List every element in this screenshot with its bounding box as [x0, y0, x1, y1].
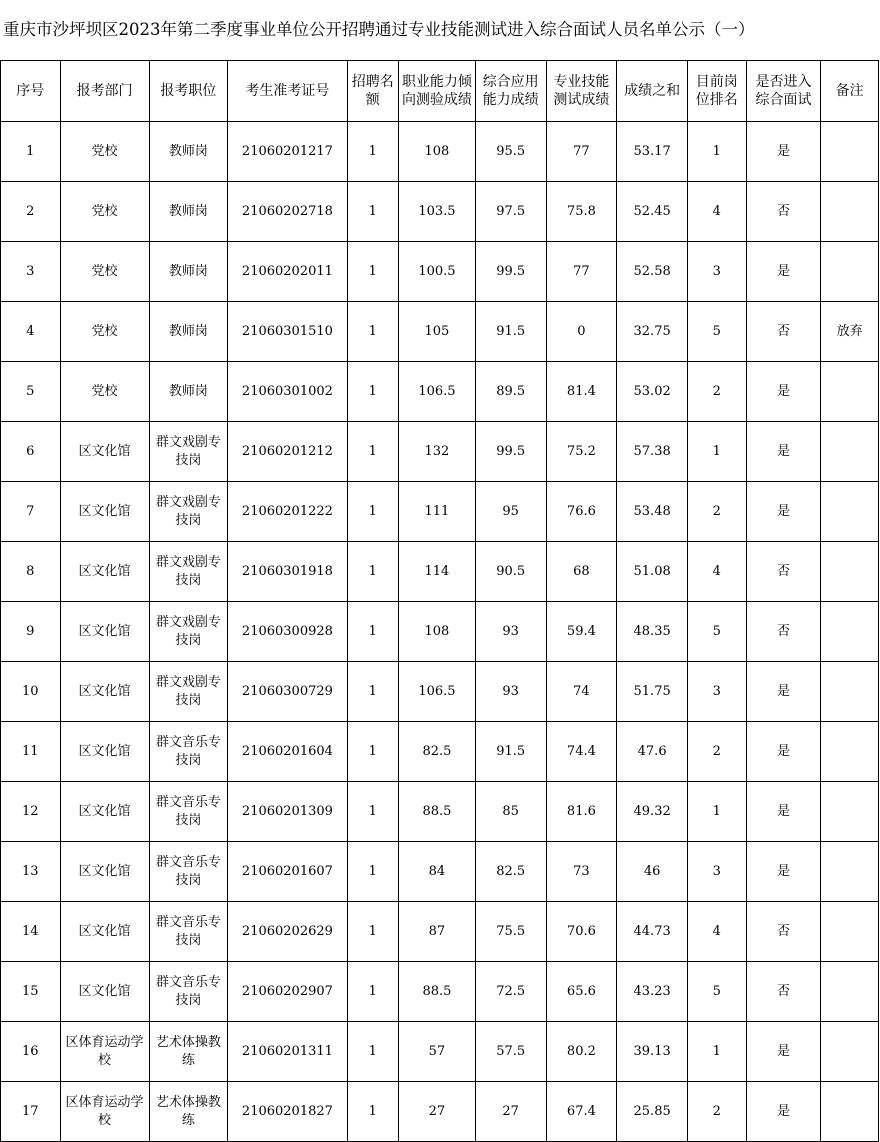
cell-interview: 是 [746, 422, 821, 482]
cell-exam-number: 21060201222 [228, 482, 347, 542]
header-comprehensive-score: 综合应用能力成绩 [475, 61, 546, 122]
cell-position: 群文戏剧专技岗 [149, 422, 228, 482]
cell-total-score: 52.58 [617, 242, 688, 302]
cell-interview: 是 [746, 842, 821, 902]
cell-interview: 否 [746, 962, 821, 1022]
table-row [1, 722, 879, 782]
cell-comprehensive-score: 72.5 [475, 962, 546, 1022]
table-row [1, 362, 879, 422]
cell-skill-score: 81.4 [546, 362, 617, 422]
cell-skill-score: 76.6 [546, 482, 617, 542]
cell-total-score: 46 [617, 842, 688, 902]
header-position: 报考职位 [149, 61, 228, 122]
cell-exam-number: 21060202011 [228, 242, 347, 302]
header-remarks: 备注 [821, 61, 879, 122]
cell-position: 教师岗 [149, 362, 228, 422]
cell-comprehensive-score: 89.5 [475, 362, 546, 422]
cell-quota: 1 [347, 482, 399, 542]
cell-remarks [821, 782, 879, 842]
cell-exam-number: 21060300729 [228, 662, 347, 722]
cell-seq: 10 [1, 662, 61, 722]
cell-comprehensive-score: 57.5 [475, 1022, 546, 1082]
cell-rank: 5 [687, 602, 746, 662]
cell-rank: 2 [687, 482, 746, 542]
cell-aptitude-score: 84 [399, 842, 476, 902]
table-row [1, 242, 879, 302]
cell-skill-score: 70.6 [546, 902, 617, 962]
cell-quota: 1 [347, 362, 399, 422]
cell-skill-score: 65.6 [546, 962, 617, 1022]
cell-aptitude-score: 82.5 [399, 722, 476, 782]
cell-total-score: 53.02 [617, 362, 688, 422]
cell-total-score: 32.75 [617, 302, 688, 362]
cell-position: 艺术体操教练 [149, 1082, 228, 1142]
cell-aptitude-score: 57 [399, 1022, 476, 1082]
cell-total-score: 47.6 [617, 722, 688, 782]
cell-aptitude-score: 100.5 [399, 242, 476, 302]
cell-total-score: 51.08 [617, 542, 688, 602]
cell-aptitude-score: 108 [399, 602, 476, 662]
cell-seq: 12 [1, 782, 61, 842]
cell-total-score: 53.48 [617, 482, 688, 542]
cell-remarks [821, 362, 879, 422]
header-rank: 目前岗位排名 [687, 61, 746, 122]
cell-seq: 2 [1, 182, 61, 242]
cell-quota: 1 [347, 842, 399, 902]
cell-interview: 否 [746, 542, 821, 602]
table-row [1, 122, 879, 182]
cell-interview: 是 [746, 1082, 821, 1142]
cell-quota: 1 [347, 242, 399, 302]
cell-interview: 否 [746, 902, 821, 962]
cell-remarks [821, 1022, 879, 1082]
cell-skill-score: 59.4 [546, 602, 617, 662]
header-seq: 序号 [1, 61, 61, 122]
cell-department: 区文化馆 [60, 602, 149, 662]
cell-rank: 2 [687, 362, 746, 422]
cell-department: 区文化馆 [60, 902, 149, 962]
cell-department: 区文化馆 [60, 662, 149, 722]
cell-rank: 2 [687, 722, 746, 782]
cell-skill-score: 0 [546, 302, 617, 362]
cell-total-score: 51.75 [617, 662, 688, 722]
cell-department: 区文化馆 [60, 482, 149, 542]
cell-remarks [821, 1082, 879, 1142]
cell-skill-score: 81.6 [546, 782, 617, 842]
table-header-row [1, 61, 879, 122]
cell-skill-score: 77 [546, 122, 617, 182]
cell-rank: 4 [687, 902, 746, 962]
cell-comprehensive-score: 95.5 [475, 122, 546, 182]
cell-rank: 4 [687, 182, 746, 242]
cell-interview: 否 [746, 182, 821, 242]
cell-rank: 3 [687, 242, 746, 302]
cell-department: 党校 [60, 242, 149, 302]
cell-quota: 1 [347, 422, 399, 482]
cell-aptitude-score: 108 [399, 122, 476, 182]
table-body [1, 122, 879, 1142]
cell-comprehensive-score: 82.5 [475, 842, 546, 902]
cell-department: 党校 [60, 182, 149, 242]
cell-position: 教师岗 [149, 242, 228, 302]
cell-position: 群文音乐专技岗 [149, 842, 228, 902]
cell-aptitude-score: 114 [399, 542, 476, 602]
cell-exam-number: 21060201311 [228, 1022, 347, 1082]
cell-skill-score: 77 [546, 242, 617, 302]
cell-seq: 4 [1, 302, 61, 362]
cell-department: 党校 [60, 362, 149, 422]
cell-aptitude-score: 88.5 [399, 962, 476, 1022]
cell-seq: 13 [1, 842, 61, 902]
cell-remarks: 放弃 [821, 302, 879, 362]
table-row [1, 542, 879, 602]
table-row [1, 842, 879, 902]
cell-comprehensive-score: 99.5 [475, 242, 546, 302]
cell-remarks [821, 902, 879, 962]
cell-department: 区文化馆 [60, 542, 149, 602]
header-aptitude-score: 职业能力倾向测验成绩 [399, 61, 476, 122]
cell-seq: 15 [1, 962, 61, 1022]
cell-total-score: 49.32 [617, 782, 688, 842]
cell-comprehensive-score: 93 [475, 662, 546, 722]
cell-interview: 否 [746, 302, 821, 362]
cell-skill-score: 67.4 [546, 1082, 617, 1142]
cell-comprehensive-score: 95 [475, 482, 546, 542]
cell-rank: 3 [687, 662, 746, 722]
cell-aptitude-score: 88.5 [399, 782, 476, 842]
cell-quota: 1 [347, 722, 399, 782]
cell-seq: 17 [1, 1082, 61, 1142]
cell-aptitude-score: 105 [399, 302, 476, 362]
cell-aptitude-score: 106.5 [399, 362, 476, 422]
cell-rank: 1 [687, 1022, 746, 1082]
cell-rank: 4 [687, 542, 746, 602]
table-row [1, 182, 879, 242]
cell-skill-score: 80.2 [546, 1022, 617, 1082]
cell-seq: 3 [1, 242, 61, 302]
cell-quota: 1 [347, 962, 399, 1022]
header-skill-score: 专业技能测试成绩 [546, 61, 617, 122]
cell-remarks [821, 542, 879, 602]
cell-exam-number: 21060201827 [228, 1082, 347, 1142]
cell-aptitude-score: 132 [399, 422, 476, 482]
cell-interview: 是 [746, 662, 821, 722]
cell-comprehensive-score: 99.5 [475, 422, 546, 482]
cell-comprehensive-score: 27 [475, 1082, 546, 1142]
cell-quota: 1 [347, 302, 399, 362]
header-exam-number: 考生准考证号 [228, 61, 347, 122]
cell-interview: 否 [746, 602, 821, 662]
cell-interview: 是 [746, 122, 821, 182]
cell-total-score: 39.13 [617, 1022, 688, 1082]
table-row [1, 422, 879, 482]
cell-seq: 11 [1, 722, 61, 782]
cell-comprehensive-score: 93 [475, 602, 546, 662]
cell-remarks [821, 842, 879, 902]
cell-rank: 1 [687, 122, 746, 182]
cell-exam-number: 21060202629 [228, 902, 347, 962]
cell-quota: 1 [347, 542, 399, 602]
cell-comprehensive-score: 91.5 [475, 722, 546, 782]
cell-position: 教师岗 [149, 182, 228, 242]
table-row [1, 1022, 879, 1082]
cell-total-score: 52.45 [617, 182, 688, 242]
cell-skill-score: 74.4 [546, 722, 617, 782]
cell-skill-score: 75.2 [546, 422, 617, 482]
cell-seq: 8 [1, 542, 61, 602]
cell-skill-score: 68 [546, 542, 617, 602]
cell-interview: 是 [746, 1022, 821, 1082]
cell-quota: 1 [347, 182, 399, 242]
cell-position: 群文戏剧专技岗 [149, 542, 228, 602]
cell-department: 区文化馆 [60, 422, 149, 482]
cell-department: 区文化馆 [60, 722, 149, 782]
cell-quota: 1 [347, 602, 399, 662]
header-quota: 招聘名额 [347, 61, 399, 122]
cell-position: 群文戏剧专技岗 [149, 602, 228, 662]
cell-remarks [821, 722, 879, 782]
cell-rank: 5 [687, 962, 746, 1022]
cell-remarks [821, 242, 879, 302]
table-row [1, 302, 879, 362]
cell-total-score: 44.73 [617, 902, 688, 962]
cell-remarks [821, 122, 879, 182]
cell-department: 区文化馆 [60, 962, 149, 1022]
table-row [1, 782, 879, 842]
cell-department: 区体育运动学校 [60, 1022, 149, 1082]
cell-quota: 1 [347, 122, 399, 182]
cell-seq: 6 [1, 422, 61, 482]
cell-quota: 1 [347, 1082, 399, 1142]
cell-interview: 是 [746, 782, 821, 842]
cell-total-score: 43.23 [617, 962, 688, 1022]
cell-aptitude-score: 106.5 [399, 662, 476, 722]
cell-seq: 9 [1, 602, 61, 662]
cell-position: 群文戏剧专技岗 [149, 662, 228, 722]
table-row [1, 662, 879, 722]
cell-comprehensive-score: 90.5 [475, 542, 546, 602]
cell-aptitude-score: 27 [399, 1082, 476, 1142]
cell-position: 群文音乐专技岗 [149, 722, 228, 782]
cell-remarks [821, 422, 879, 482]
cell-department: 党校 [60, 122, 149, 182]
cell-remarks [821, 182, 879, 242]
cell-position: 教师岗 [149, 122, 228, 182]
results-table [0, 60, 879, 1142]
table-row [1, 602, 879, 662]
cell-exam-number: 21060201309 [228, 782, 347, 842]
cell-position: 群文戏剧专技岗 [149, 482, 228, 542]
cell-aptitude-score: 87 [399, 902, 476, 962]
cell-seq: 5 [1, 362, 61, 422]
cell-interview: 是 [746, 482, 821, 542]
cell-exam-number: 21060201212 [228, 422, 347, 482]
cell-aptitude-score: 111 [399, 482, 476, 542]
cell-rank: 1 [687, 422, 746, 482]
cell-position: 教师岗 [149, 302, 228, 362]
cell-remarks [821, 662, 879, 722]
cell-exam-number: 21060300928 [228, 602, 347, 662]
cell-quota: 1 [347, 902, 399, 962]
cell-department: 党校 [60, 302, 149, 362]
cell-comprehensive-score: 75.5 [475, 902, 546, 962]
header-interview: 是否进入综合面试 [746, 61, 821, 122]
table-row [1, 962, 879, 1022]
cell-rank: 2 [687, 1082, 746, 1142]
cell-rank: 1 [687, 782, 746, 842]
cell-exam-number: 21060301918 [228, 542, 347, 602]
cell-position: 艺术体操教练 [149, 1022, 228, 1082]
cell-exam-number: 21060202718 [228, 182, 347, 242]
page-title: 重庆市沙坪坝区2023年第二季度事业单位公开招聘通过专业技能测试进入综合面试人员名单公示（一） [3, 20, 755, 39]
cell-exam-number: 21060202907 [228, 962, 347, 1022]
table-row [1, 1082, 879, 1142]
cell-position: 群文音乐专技岗 [149, 962, 228, 1022]
cell-remarks [821, 482, 879, 542]
cell-exam-number: 21060301510 [228, 302, 347, 362]
cell-aptitude-score: 103.5 [399, 182, 476, 242]
cell-exam-number: 21060201607 [228, 842, 347, 902]
cell-interview: 是 [746, 722, 821, 782]
cell-skill-score: 75.8 [546, 182, 617, 242]
cell-department: 区体育运动学校 [60, 1082, 149, 1142]
cell-total-score: 48.35 [617, 602, 688, 662]
cell-department: 区文化馆 [60, 782, 149, 842]
cell-seq: 14 [1, 902, 61, 962]
cell-remarks [821, 962, 879, 1022]
cell-total-score: 25.85 [617, 1082, 688, 1142]
cell-exam-number: 21060201604 [228, 722, 347, 782]
cell-seq: 7 [1, 482, 61, 542]
table-row [1, 902, 879, 962]
header-department: 报考部门 [60, 61, 149, 122]
cell-comprehensive-score: 91.5 [475, 302, 546, 362]
cell-exam-number: 21060301002 [228, 362, 347, 422]
cell-rank: 5 [687, 302, 746, 362]
cell-rank: 3 [687, 842, 746, 902]
cell-quota: 1 [347, 782, 399, 842]
cell-skill-score: 73 [546, 842, 617, 902]
table-row [1, 482, 879, 542]
cell-quota: 1 [347, 662, 399, 722]
cell-position: 群文音乐专技岗 [149, 902, 228, 962]
cell-seq: 16 [1, 1022, 61, 1082]
cell-comprehensive-score: 85 [475, 782, 546, 842]
cell-quota: 1 [347, 1022, 399, 1082]
cell-seq: 1 [1, 122, 61, 182]
cell-exam-number: 21060201217 [228, 122, 347, 182]
cell-department: 区文化馆 [60, 842, 149, 902]
cell-total-score: 57.38 [617, 422, 688, 482]
cell-skill-score: 74 [546, 662, 617, 722]
cell-interview: 是 [746, 242, 821, 302]
cell-position: 群文音乐专技岗 [149, 782, 228, 842]
cell-comprehensive-score: 97.5 [475, 182, 546, 242]
cell-interview: 是 [746, 362, 821, 422]
cell-total-score: 53.17 [617, 122, 688, 182]
header-total-score: 成绩之和 [617, 61, 688, 122]
cell-remarks [821, 602, 879, 662]
